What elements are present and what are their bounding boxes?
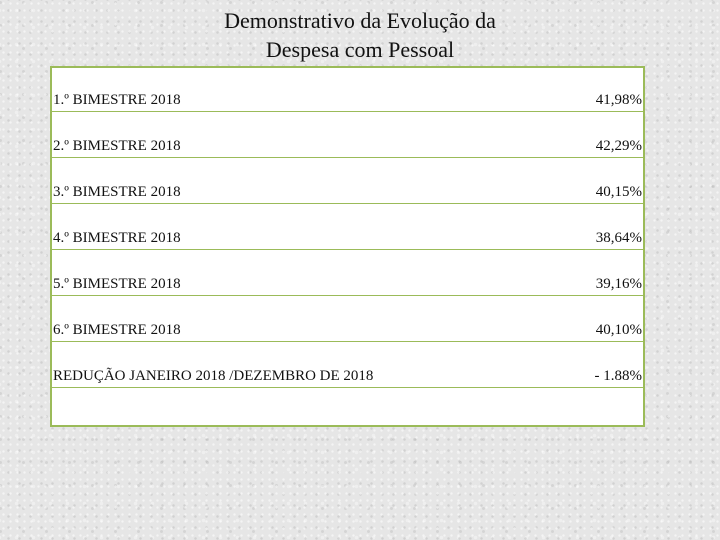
expense-table [50, 66, 645, 427]
row-value: 40,15% [595, 184, 642, 200]
page-title [150, 6, 570, 64]
row-value: 38,64% [595, 230, 642, 246]
table-row [52, 298, 643, 342]
row-label: 3.º BIMESTRE 2018 [53, 184, 181, 200]
row-label: 1.º BIMESTRE 2018 [53, 92, 181, 108]
table-row [52, 252, 643, 296]
row-label: 6.º BIMESTRE 2018 [53, 322, 181, 338]
row-label: 4.º BIMESTRE 2018 [53, 230, 181, 246]
summary-label: REDUÇÃO JANEIRO 2018 /DEZEMBRO DE 2018 [53, 368, 374, 384]
title-line-1: Demonstrativo da Evolução da [224, 8, 496, 33]
summary-value: - 1.88% [594, 368, 642, 384]
row-label: 2.º BIMESTRE 2018 [53, 138, 181, 154]
row-value: 41,98% [595, 92, 642, 108]
table-row [52, 114, 643, 158]
row-label: 5.º BIMESTRE 2018 [53, 276, 181, 292]
table-row [52, 68, 643, 112]
row-value: 42,29% [595, 138, 642, 154]
table-row-summary [52, 344, 643, 388]
table-row [52, 206, 643, 250]
row-value: 39,16% [595, 276, 642, 292]
row-value: 40,10% [595, 322, 642, 338]
empty-row [52, 389, 643, 425]
table-row [52, 160, 643, 204]
title-line-2: Despesa com Pessoal [265, 37, 455, 62]
